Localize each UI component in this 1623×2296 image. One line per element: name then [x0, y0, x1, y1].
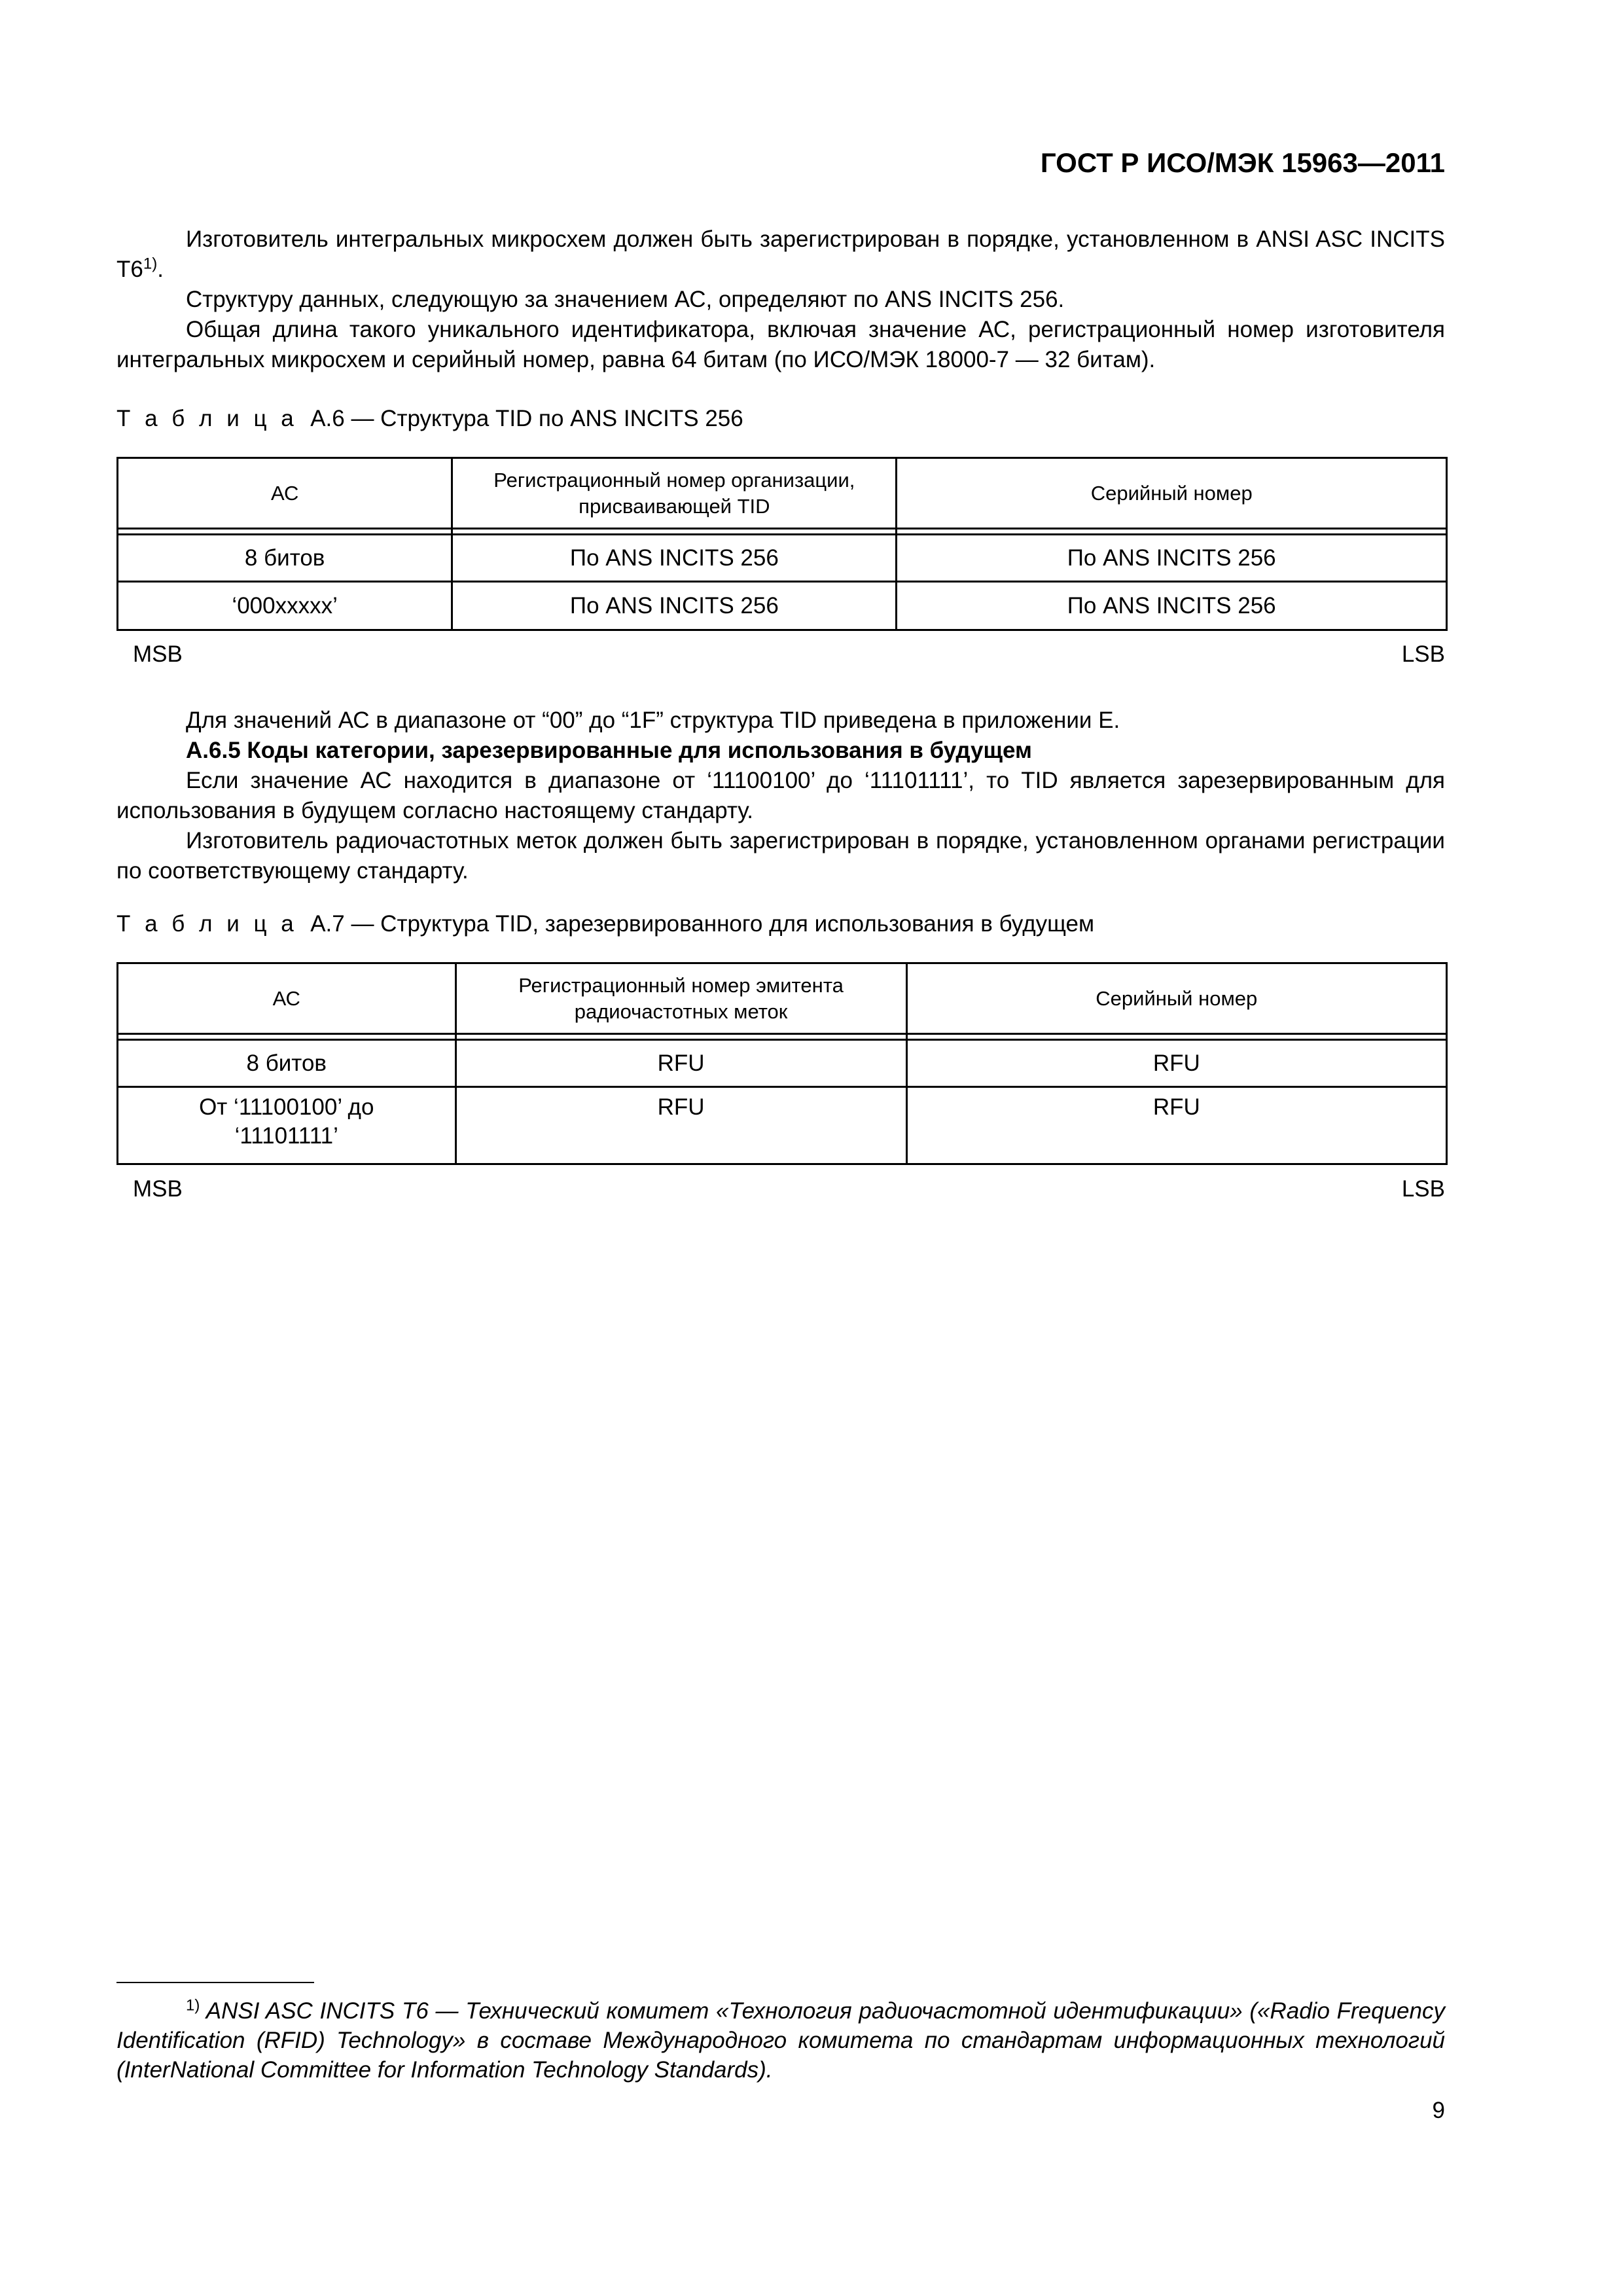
- paragraph-1: Изготовитель интегральных микросхем должен быть зарегистрирован в порядке, установленном в ANSI ASC INCITS T6$^{1)}$.: [116, 226, 1445, 282]
- table-cell: RFU: [906, 1040, 1446, 1087]
- header-cell: АС: [118, 458, 452, 529]
- footnote-ref[interactable]: 1): [143, 255, 158, 273]
- table-header-row: [118, 458, 1447, 529]
- table-cell: RFU: [906, 1087, 1446, 1164]
- table-a6: [116, 457, 1448, 631]
- paragraph-6: Изготовитель радиочастотных меток должен быть зарегистрирован в порядке, установленном органами регистрации по соответствующему стандарту.: [116, 828, 1445, 884]
- section-heading: А.6.5 Коды категории, зарезервированные для использования в будущем: [186, 738, 1032, 763]
- table-a7-caption: Т а б л и ц а А.7 — Структура TID, зарезервированного для использования в будущем: [116, 911, 1095, 937]
- header-cell: Регистрационный номер организации, присваивающей TID: [452, 458, 897, 529]
- table-cell: 8 битов: [118, 535, 452, 582]
- lsb-label: LSB: [1401, 641, 1445, 667]
- paragraph-2: Структуру данных, следующую за значением АС, определяют по ANS INCITS 256.: [186, 287, 1065, 312]
- table-row: [118, 1087, 1447, 1164]
- footnote-divider: [116, 1982, 314, 1983]
- lsb-label: LSB: [1401, 1176, 1445, 1202]
- table-cell: RFU: [455, 1040, 906, 1087]
- page-header: ГОСТ Р ИСО/МЭК 15963—2011: [1040, 147, 1445, 178]
- table-a7: [116, 962, 1448, 1165]
- table-cell: ‘000xxxxx’: [118, 582, 452, 630]
- header-cell: АС: [118, 963, 456, 1034]
- footnote-marker: 1): [186, 1996, 200, 2015]
- msb-label: MSB: [133, 641, 183, 667]
- table-cell: От ‘11100100’ до ‘11101111’: [118, 1087, 456, 1164]
- middle-paragraphs: [116, 706, 1445, 886]
- table-cell: По ANS INCITS 256: [897, 582, 1447, 630]
- page-number: 9: [1432, 2098, 1445, 2123]
- table-cell: RFU: [455, 1087, 906, 1164]
- intro-paragraphs: [116, 224, 1445, 375]
- table-header-row: [118, 963, 1447, 1034]
- table-cell: По ANS INCITS 256: [897, 535, 1447, 582]
- table-cell: 8 битов: [118, 1040, 456, 1087]
- table-row: [118, 1040, 1447, 1087]
- paragraph-5: Если значение АС находится в диапазоне от ‘11100100’ до ‘11101111’, то TID является зарезервированным для использования в будущем согласно настоящему стандарту.: [116, 768, 1445, 823]
- table-a6-caption: Т а б л и ц а А.6 — Структура TID по ANS INCITS 256: [116, 406, 743, 431]
- paragraph-4: Для значений АС в диапазоне от “00” до “1F” структура TID приведена в приложении Е.: [186, 708, 1120, 733]
- header-cell: Серийный номер: [906, 963, 1446, 1034]
- table-cell: По ANS INCITS 256: [452, 535, 897, 582]
- table-row: [118, 535, 1447, 582]
- paragraph-3: Общая длина такого уникального идентификатора, включая значение АС, регистрационный номер изготовителя интегральных микросхем и серийный номер, равна 64 битам (по ИСО/МЭК 18000-7 — 32 битам).: [116, 317, 1445, 372]
- table-row: [118, 582, 1447, 630]
- header-cell: Регистрационный номер эмитента радиочастотных меток: [455, 963, 906, 1034]
- table-cell: По ANS INCITS 256: [452, 582, 897, 630]
- msb-label: MSB: [133, 1176, 183, 1202]
- header-cell: Серийный номер: [897, 458, 1447, 529]
- footnote: $^{1)}$ ANSI ASC INCITS T6 — Технический комитет «Технология радиочастотной идентификации» («Radio Frequency Identification (RFID) Technology» в составе Международного комитета по стандартам информационных технологий (InterNational Committee for Information Technology Standards).: [116, 1996, 1445, 2083]
